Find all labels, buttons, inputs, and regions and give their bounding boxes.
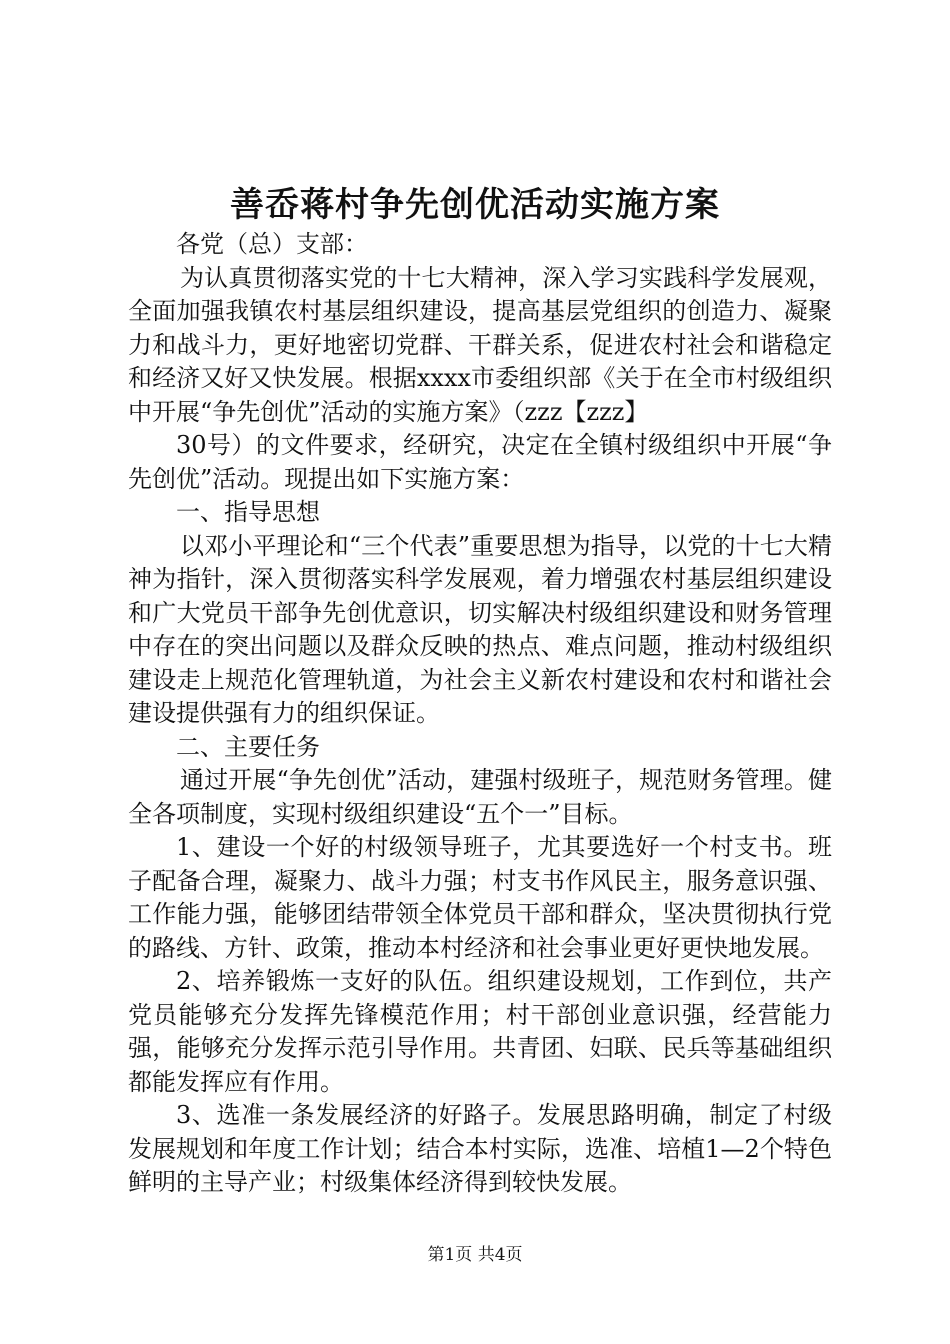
salutation: 各党（总）支部： [176, 230, 368, 258]
paragraph-task-2: 2、培养锻炼一支好的队伍。组织建设规划，工作到位，共产党员能够充分发挥先锋模范作用；村干部创业意识强，经营能力强，能够充分发挥示范引导作用。共青团、妇联、民兵等基础组织都能发挥应有作用。 [128, 967, 832, 1096]
paragraph-intro-continued: 30号）的文件要求，经研究，决定在全镇村级组织中开展“争先创优”活动。现提出如下实施方案： [128, 431, 832, 493]
document-body [128, 228, 832, 1200]
paragraph-guiding-ideology: 以邓小平理论和“三个代表”重要思想为指导，以党的十七大精神为指针，深入贯彻落实科学发展观，着力增强农村基层组织建设和广大党员干部争先创优意识，切实解决村级组织建设和财务管理中存在的突出问题以及群众反映的热点、难点问题，推动村级组织建设走上规范化管理轨道，为社会主义新农村建设和农村和谐社会建设提供强有力的组织保证。 [128, 531, 832, 727]
page-number-footer: 第1页 共4页 [427, 1245, 523, 1265]
document-title: 善岙蒋村争先创优活动实施方案 [230, 185, 720, 225]
paragraph-task-3: 3、选准一条发展经济的好路子。发展思路明确，制定了村级发展规划和年度工作计划；结合本村实际，选准、培植1—2个特色鲜明的主导产业；村级集体经济得到较快发展。 [128, 1101, 832, 1196]
paragraph-main-tasks: 通过开展“争先创优”活动，建强村级班子，规范财务管理。健全各项制度，实现村级组织建设“五个一”目标。 [128, 766, 832, 828]
section-heading-guiding-ideology: 一、指导思想 [176, 498, 320, 526]
paragraph-intro: 为认真贯彻落实党的十七大精神，深入学习实践科学发展观，全面加强我镇农村基层组织建设，提高基层党组织的创造力、凝聚力和战斗力，更好地密切党群、干群关系，促进农村社会和谐稳定和经济又好又快发展。根据xxxx市委组织部《关于在全市村级组织中开展“争先创优”活动的实施方案》（zzz【zzz】 [128, 263, 832, 426]
paragraph-task-1: 1、建设一个好的村级领导班子，尤其要选好一个村支书。班子配备合理，凝聚力、战斗力强；村支书作风民主，服务意识强、工作能力强，能够团结带领全体党员干部和群众，坚决贯彻执行党的路线、方针、政策，推动本村经济和社会事业更好更快地发展。 [128, 833, 832, 962]
section-heading-main-tasks: 二、主要任务 [176, 732, 320, 761]
